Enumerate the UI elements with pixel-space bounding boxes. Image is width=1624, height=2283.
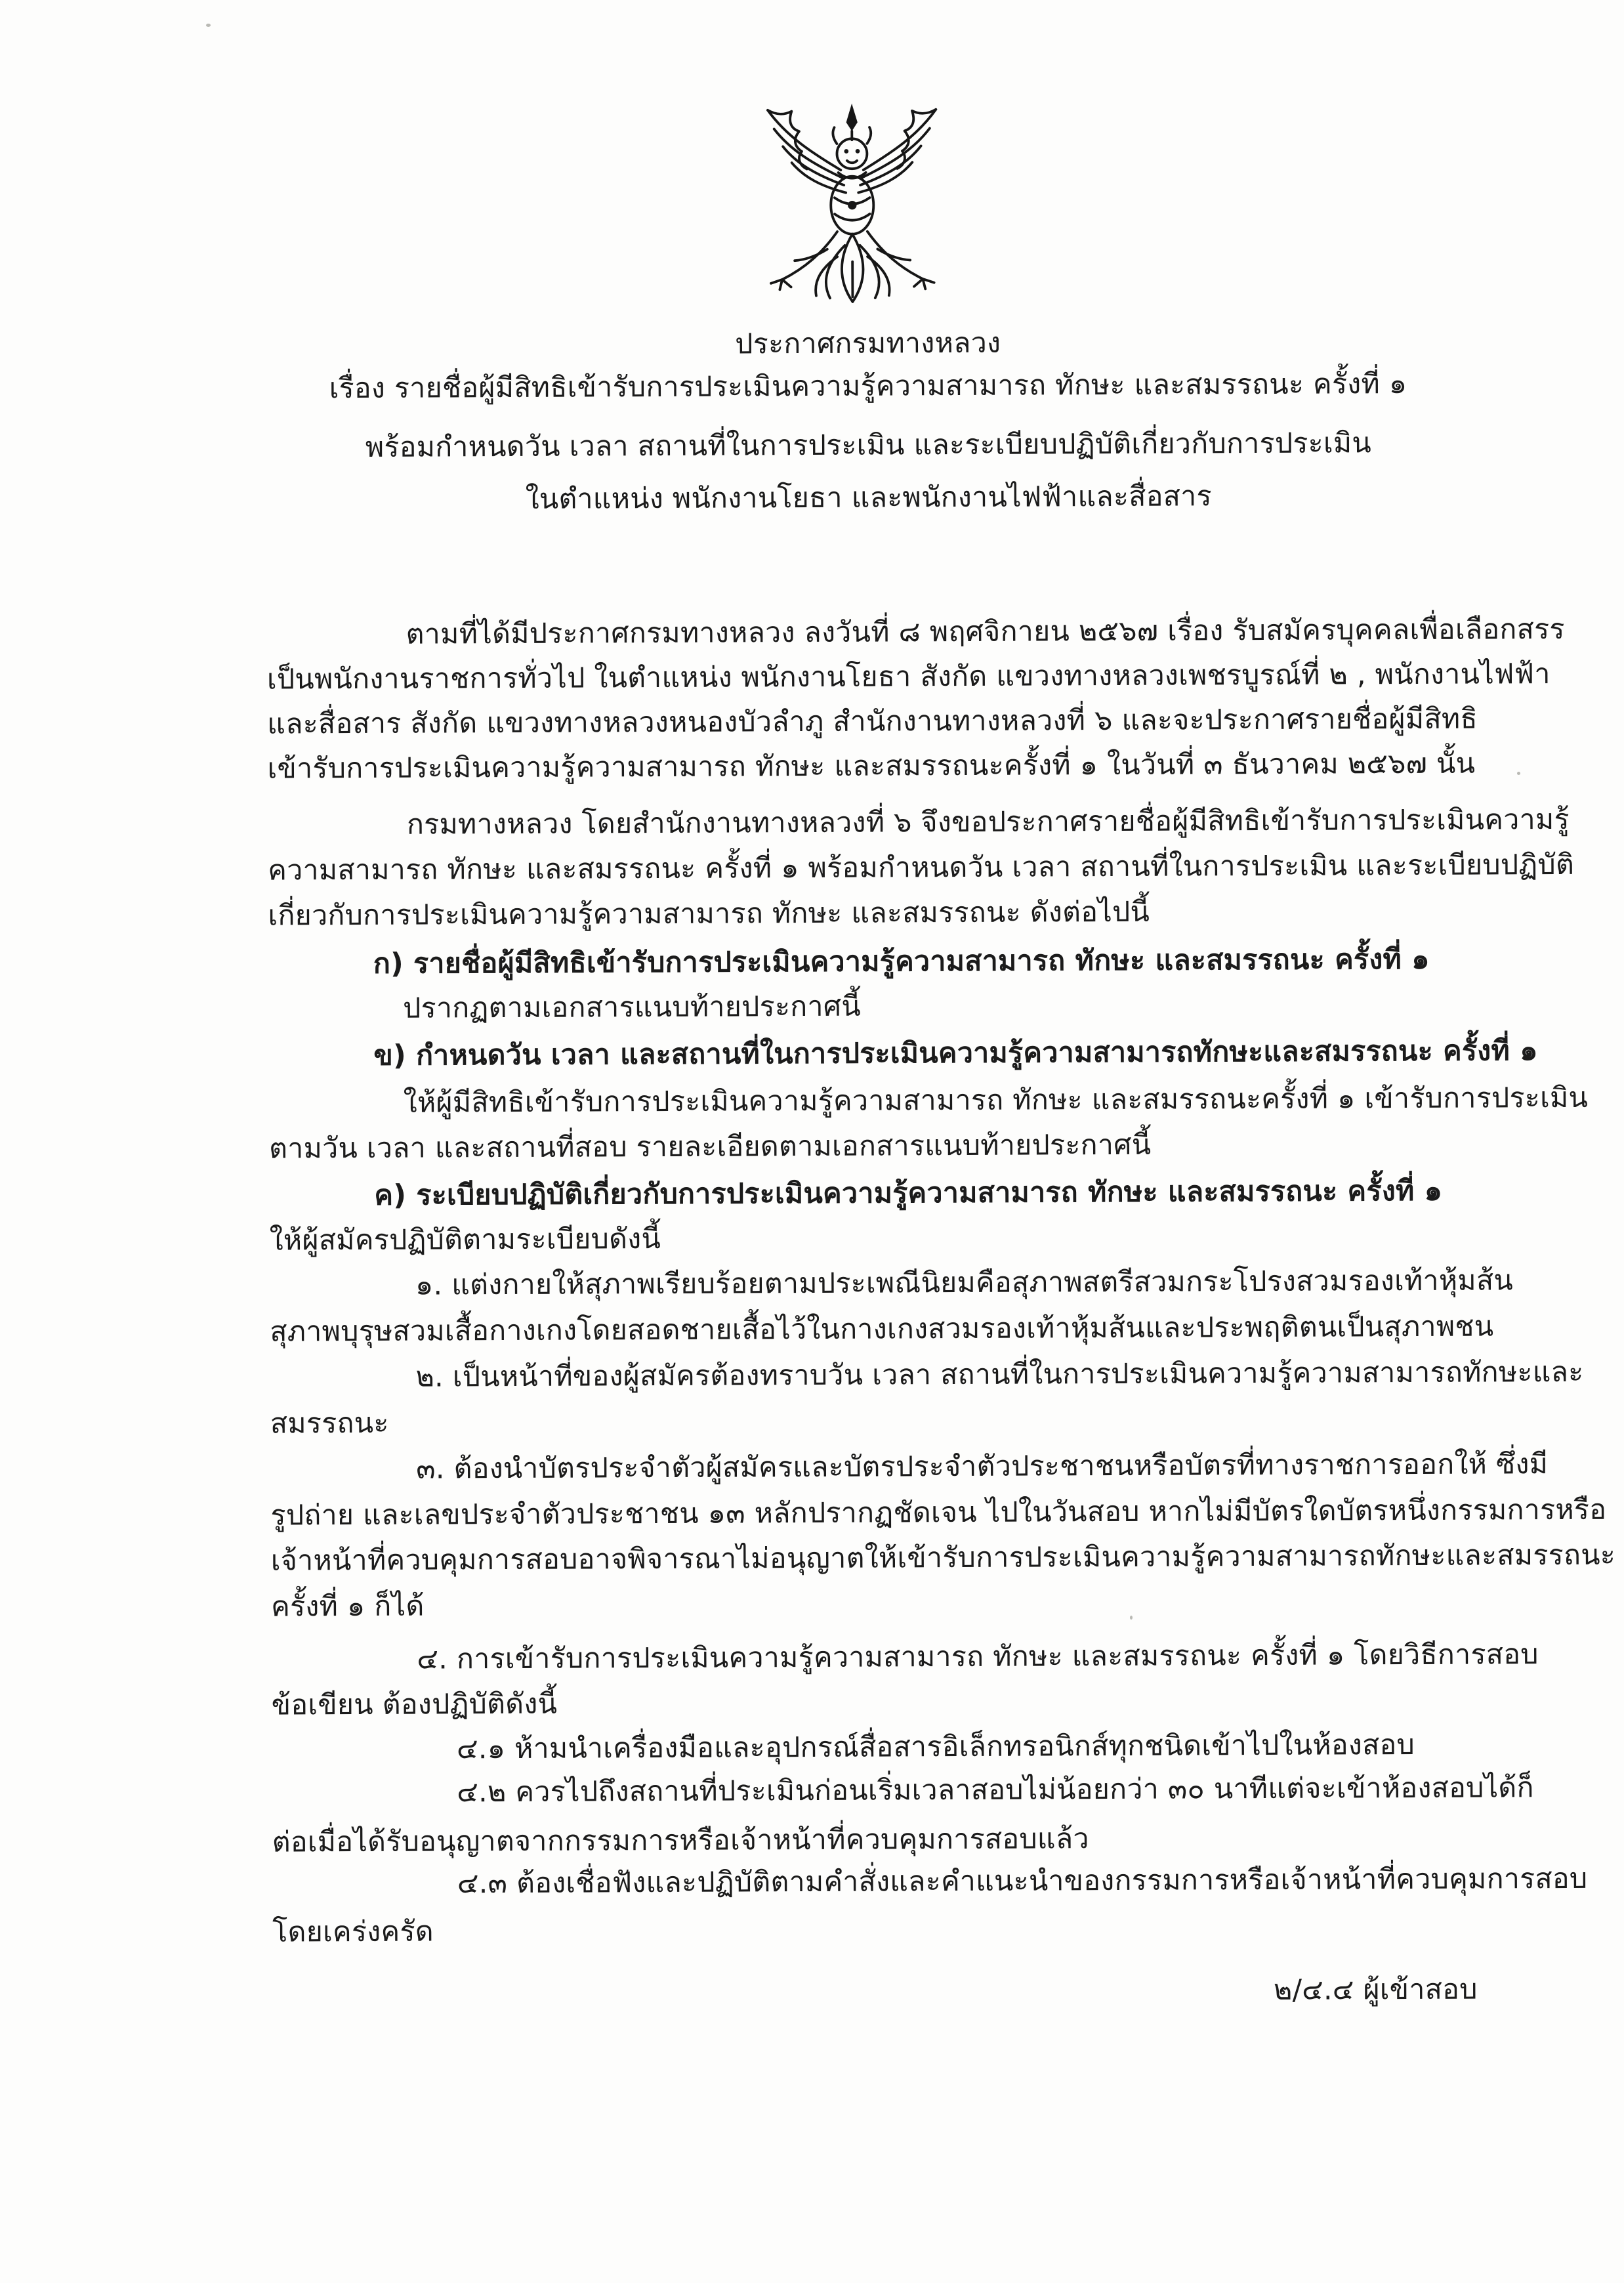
agency-heading: ประกาศกรมทางหลวง [735,326,1001,361]
title-line: ในตำแหน่ง พนักงานโยธา และพนักงานไฟฟ้าและสื่อสาร [525,480,1212,516]
rule-item-3: ๓. ต้องนำบัตรประจำตัวผู้สมัครและบัตรประจำตัวประชาชนหรือบัตรที่ทางราชการออกให้ ซึ่งมี [416,1448,1549,1486]
body-line: ตามวัน เวลา และสถานที่สอบ รายละเอียดตามเอกสารแนบท้ายประกาศนี้ [268,1128,1152,1165]
scan-speck [1517,772,1520,775]
body-line: ต่อเมื่อได้รับอนุญาตจากกรรมการหรือเจ้าหน้าที่ควบคุมการสอบแล้ว [272,1822,1089,1859]
body-line: ปรากฏตามเอกสารแนบท้ายประกาศนี้ [403,990,861,1025]
body-line: กรมทางหลวง โดยสำนักงานทางหลวงที่ ๖ จึงขอประกาศรายชื่อผู้มีสิทธิเข้ารับการประเมินความรู้ [406,803,1570,841]
body-line: เป็นพนักงานราชการทั่วไป ในตำแหน่ง พนักงานโยธา สังกัด แขวงทางหลวงเพชรบูรณ์ที่ ๒ , พนักงานไฟฟ้า [266,658,1551,696]
body-line: สุภาพบุรุษสวมเสื้อกางเกงโดยสอดชายเสื้อไว้ในกางเกงสวมรองเท้าหุ้มส้นและประพฤติตนเป็นสุภาพชน [270,1310,1494,1349]
body-line: ครั้งที่ ๑ ก็ได้ [270,1589,425,1623]
body-line: รูปถ่าย และเลขประจำตัวประชาชน ๑๓ หลักปรากฏชัดเจน ไปในวันสอบ หากไม่มีบัตรใดบัตรหนึ่งกรรมการหรือ [270,1493,1607,1532]
body-line: เกี่ยวกับการประเมินความรู้ความสามารถ ทักษะ และสมรรถนะ ดังต่อไปนี้ [268,895,1150,932]
footer-catchword: ๒/๔.๔ ผู้เข้าสอบ [1273,1973,1478,2007]
body-line: ให้ผู้มีสิทธิเข้ารับการประเมินความรู้ความสามารถ ทักษะ และสมรรถนะครั้งที่ ๑ เข้ารับการประเมิน [403,1081,1589,1120]
body-line: ความสามารถ ทักษะ และสมรรถนะ ครั้งที่ ๑ พร้อมกำหนดวัน เวลา สถานที่ในการประเมิน และระเบียบปฏิบัติ [268,848,1575,887]
title-line: เรื่อง รายชื่อผู้มีสิทธิเข้ารับการประเมินความรู้ความสามารถ ทักษะ และสมรรถนะ ครั้งที่ ๑ [329,367,1407,406]
title-line: พร้อมกำหนดวัน เวลา สถานที่ในการประเมิน และระเบียบปฏิบัติเกี่ยวกับการประเมิน [365,427,1372,464]
body-line: สมรรถนะ [270,1406,389,1440]
section-heading-b: ข) กำหนดวัน เวลา และสถานที่ในการประเมินความรู้ความสามารถทักษะและสมรรถนะ ครั้งที่ ๑ [373,1034,1538,1072]
rule-item-4-3: ๔.๓ ต้องเชื่อฟังและปฏิบัติตามคำสั่งและคำแนะนำของกรรมการหรือเจ้าหน้าที่ควบคุมการสอบ [457,1862,1588,1900]
body-line: ข้อเขียน ต้องปฏิบัติดังนี้ [271,1687,558,1722]
section-heading-a: ก) รายชื่อผู้มีสิทธิเข้ารับการประเมินความรู้ความสามารถ ทักษะ และสมรรถนะ ครั้งที่ ๑ [373,942,1430,980]
body-line: เข้ารับการประเมินความรู้ความสามารถ ทักษะ และสมรรถนะครั้งที่ ๑ ในวันที่ ๓ ธันวาคม ๒๕๖๗ นั้น [267,747,1476,785]
rule-item-1: ๑. แต่งกายให้สุภาพเรียบร้อยตามประเพณีนิยมคือสุภาพสตรีสวมกระโปรงสวมรองเท้าหุ้มส้น [415,1264,1514,1302]
body-line: โดยเคร่งครัด [272,1915,434,1949]
scan-speck [1130,1616,1133,1620]
body-line: ให้ผู้สมัครปฏิบัติตามระเบียบดังนี้ [269,1223,661,1257]
body-line: และสื่อสาร สังกัด แขวงทางหลวงหนองบัวลำภู สำนักงานทางหลวงที่ ๖ และจะประกาศรายชื่อผู้มีสิทธิ [267,702,1478,741]
body-line: ตามที่ได้มีประกาศกรมทางหลวง ลงวันที่ ๘ พฤศจิกายน ๒๕๖๗ เรื่อง รับสมัครบุคคลเพื่อเลือกสรร [406,612,1565,651]
rule-item-4-1: ๔.๑ ห้ามนำเครื่องมือและอุปกรณ์สื่อสารอิเล็กทรอนิกส์ทุกชนิดเข้าไปในห้องสอบ [456,1728,1415,1766]
rule-item-2: ๒. เป็นหน้าที่ของผู้สมัครต้องทราบวัน เวลา สถานที่ในการประเมินความรู้ความสามารถทักษะและ [415,1355,1584,1394]
body-line: เจ้าหน้าที่ควบคุมการสอบอาจพิจารณาไม่อนุญาตให้เข้ารับการประเมินความรู้ความสามารถทักษะและสมรรถนะ [270,1538,1616,1578]
scan-speck [206,24,211,27]
rule-item-4: ๔. การเข้ารับการประเมินความรู้ความสามารถ ทักษะ และสมรรถนะ ครั้งที่ ๑ โดยวิธีการสอบ [417,1638,1539,1676]
rule-item-4-2: ๔.๒ ควรไปถึงสถานที่ประเมินก่อนเริ่มเวลาสอบไม่น้อยกว่า ๓๐ นาทีแต่จะเข้าห้องสอบได้ก็ [457,1771,1534,1809]
garuda-emblem-icon [751,96,953,341]
section-heading-c: ค) ระเบียบปฏิบัติเกี่ยวกับการประเมินความรู้ความสามารถ ทักษะ และสมรรถนะ ครั้งที่ ๑ [374,1174,1443,1212]
